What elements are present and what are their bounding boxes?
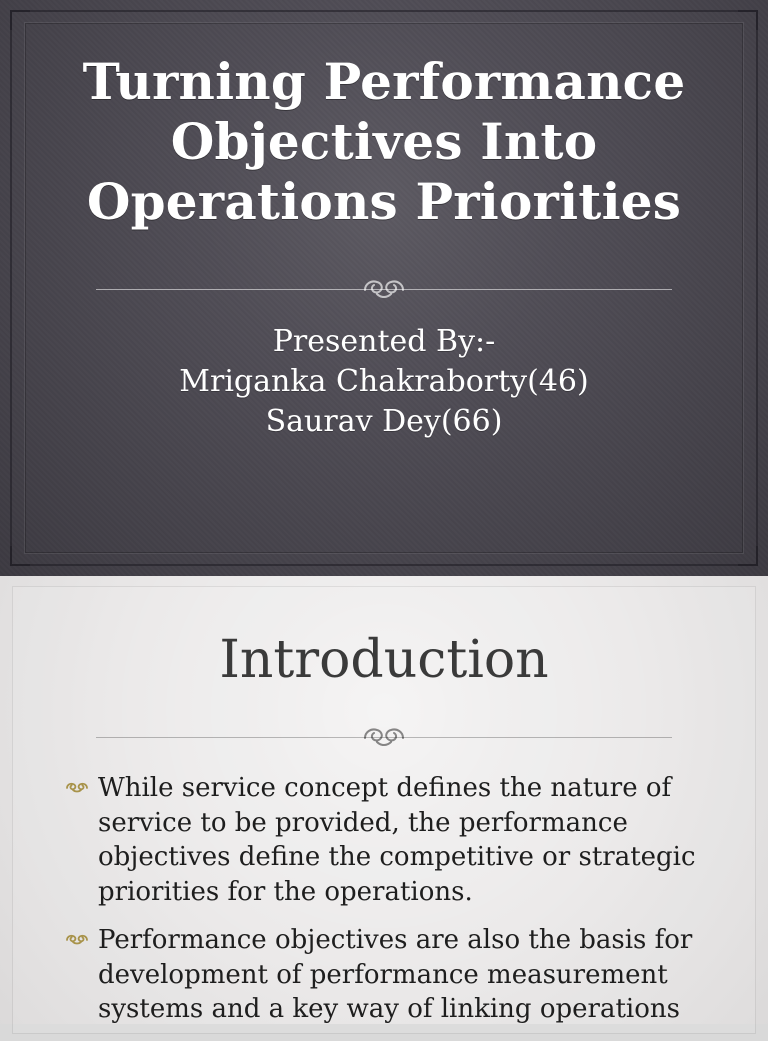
ornament-icon	[355, 724, 413, 750]
frame-corner	[10, 546, 30, 566]
bullet-list	[56, 771, 710, 1041]
frame-corner	[10, 10, 30, 30]
ornament-icon	[355, 276, 413, 302]
slide-title	[60, 52, 708, 232]
bullet-text: Performance objectives are also the basis for development of performance measurement systems and a key way of linking operations	[98, 925, 693, 1025]
introduction-slide	[0, 576, 768, 1024]
bullet-item	[56, 771, 710, 909]
title-line: Objectives Into	[170, 112, 598, 171]
slide-title: Introduction	[219, 630, 549, 690]
presenter-name: Mriganka Chakraborty(46)	[179, 363, 589, 399]
bullet-ornament-icon	[64, 933, 90, 945]
presenter-name: Saurav Dey(66)	[265, 403, 503, 439]
title-line: Turning Performance	[82, 52, 686, 111]
frame-corner	[738, 546, 758, 566]
frame-corner	[738, 10, 758, 30]
presenters-heading: Presented By:-	[272, 324, 496, 359]
bullet-ornament-icon	[64, 781, 90, 793]
bullet-item	[56, 923, 710, 1027]
presenters-block	[40, 322, 728, 442]
bullet-text: While service concept defines the nature of service to be provided, the performance objectives define the competitive or strategic priorities for the operations.	[98, 773, 696, 907]
title-line: Operations Priorities	[86, 172, 682, 231]
